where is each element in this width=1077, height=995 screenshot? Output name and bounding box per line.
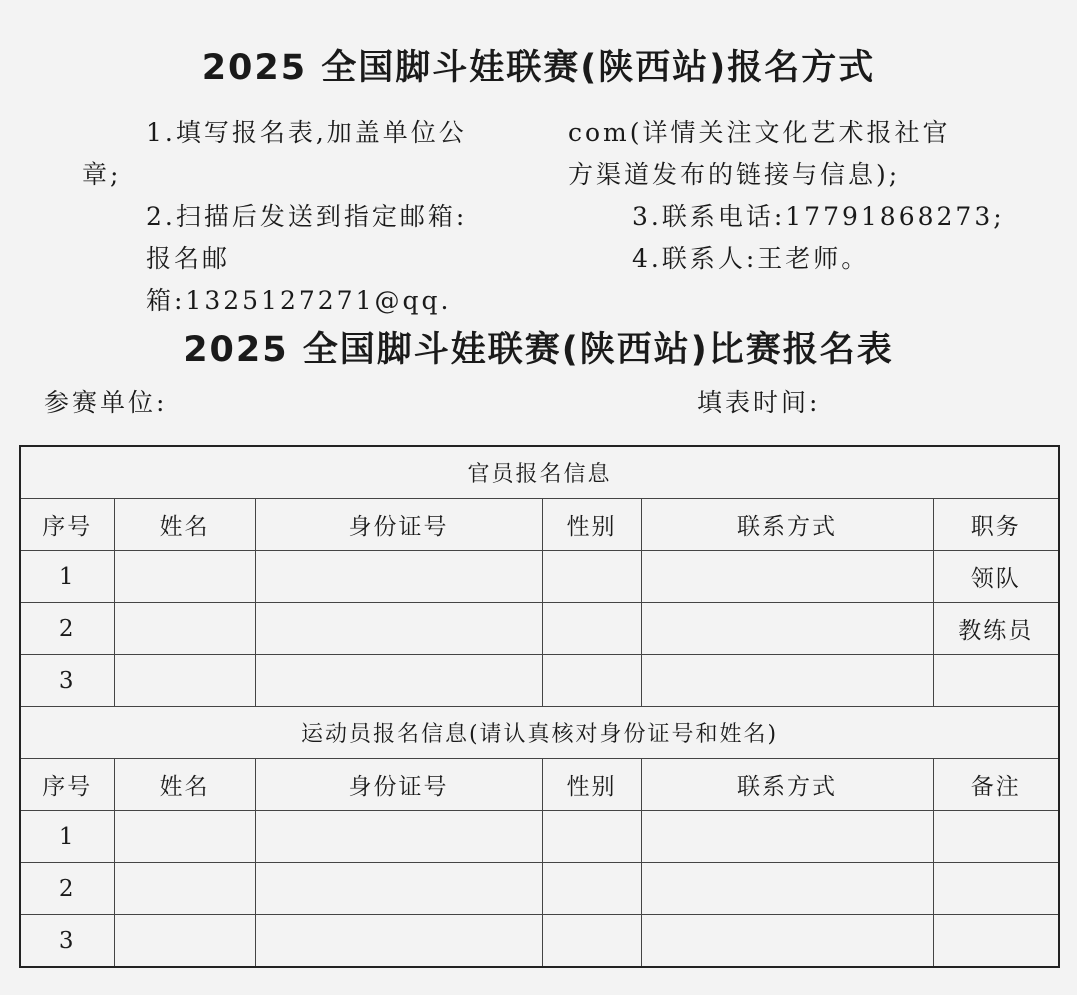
- remarks-cell[interactable]: [933, 863, 1059, 915]
- id-number-cell[interactable]: [255, 551, 542, 603]
- officials-header-row: [20, 499, 1059, 551]
- header-contact: 联系方式: [641, 759, 933, 811]
- step1-line1: 1.填写报名表,加盖单位公: [146, 118, 467, 147]
- table-row: [20, 863, 1059, 915]
- remarks-cell[interactable]: [933, 915, 1059, 968]
- row-number: 3: [20, 655, 114, 707]
- gender-cell[interactable]: [542, 811, 641, 863]
- contact-cell[interactable]: [641, 655, 933, 707]
- officials-section-title: 官员报名信息: [20, 446, 1059, 499]
- name-cell[interactable]: [114, 655, 255, 707]
- contact-cell[interactable]: [641, 915, 933, 968]
- id-number-cell[interactable]: [255, 655, 542, 707]
- header-remarks: 备注: [933, 759, 1059, 811]
- row-number: 2: [20, 603, 114, 655]
- contact-cell[interactable]: [641, 863, 933, 915]
- step4-contact: 4.联系人:王老师。: [632, 244, 870, 273]
- header-id-number: 身份证号: [255, 499, 542, 551]
- gender-cell[interactable]: [542, 915, 641, 968]
- contact-cell[interactable]: [641, 551, 933, 603]
- role-cell[interactable]: [933, 655, 1059, 707]
- fill-date-label: 填表时间:: [697, 388, 821, 417]
- method-left-column: [82, 112, 522, 322]
- registration-method-title: 2025 全国脚斗娃联赛(陕西站)报名方式: [201, 48, 876, 88]
- id-number-cell[interactable]: [255, 863, 542, 915]
- header-contact: 联系方式: [641, 499, 933, 551]
- header-id-number: 身份证号: [255, 759, 542, 811]
- step2-email-line: 报名邮箱:1325127271@qq.: [146, 244, 452, 315]
- header-no: 序号: [20, 499, 114, 551]
- header-name: 姓名: [114, 499, 255, 551]
- row-number: 2: [20, 863, 114, 915]
- table-row: [20, 915, 1059, 968]
- step2-email-cont: com(详情关注文化艺术报社官: [568, 118, 951, 147]
- table-row: [20, 603, 1059, 655]
- step1-line2: 章;: [82, 160, 122, 189]
- id-number-cell[interactable]: [255, 603, 542, 655]
- name-cell[interactable]: [114, 811, 255, 863]
- id-number-cell[interactable]: [255, 915, 542, 968]
- participating-unit-label: 参赛单位:: [44, 388, 168, 417]
- header-gender: 性别: [542, 759, 641, 811]
- registration-table: [19, 445, 1060, 968]
- header-role: 职务: [933, 499, 1059, 551]
- registration-form-title: 2025 全国脚斗娃联赛(陕西站)比赛报名表: [183, 330, 894, 370]
- row-number: 3: [20, 915, 114, 968]
- role-cell: 教练员: [933, 603, 1059, 655]
- header-name: 姓名: [114, 759, 255, 811]
- step2-note: 方渠道发布的链接与信息);: [568, 160, 901, 189]
- officials-section-row: [20, 446, 1059, 499]
- table-row: [20, 551, 1059, 603]
- step3-phone: 3.联系电话:17791868273;: [632, 202, 1005, 231]
- name-cell[interactable]: [114, 863, 255, 915]
- contact-cell[interactable]: [641, 603, 933, 655]
- row-number: 1: [20, 551, 114, 603]
- athletes-header-row: [20, 759, 1059, 811]
- header-gender: 性别: [542, 499, 641, 551]
- header-no: 序号: [20, 759, 114, 811]
- table-row: [20, 811, 1059, 863]
- gender-cell[interactable]: [542, 655, 641, 707]
- athletes-section-title: 运动员报名信息(请认真核对身份证号和姓名): [20, 707, 1059, 759]
- step2-line1: 2.扫描后发送到指定邮箱:: [146, 202, 468, 231]
- name-cell[interactable]: [114, 915, 255, 968]
- gender-cell[interactable]: [542, 863, 641, 915]
- athletes-section-row: [20, 707, 1059, 759]
- gender-cell[interactable]: [542, 603, 641, 655]
- gender-cell[interactable]: [542, 551, 641, 603]
- row-number: 1: [20, 811, 114, 863]
- table-row: [20, 655, 1059, 707]
- contact-cell[interactable]: [641, 811, 933, 863]
- method-right-column: [568, 112, 1028, 280]
- name-cell[interactable]: [114, 603, 255, 655]
- name-cell[interactable]: [114, 551, 255, 603]
- remarks-cell[interactable]: [933, 811, 1059, 863]
- id-number-cell[interactable]: [255, 811, 542, 863]
- role-cell: 领队: [933, 551, 1059, 603]
